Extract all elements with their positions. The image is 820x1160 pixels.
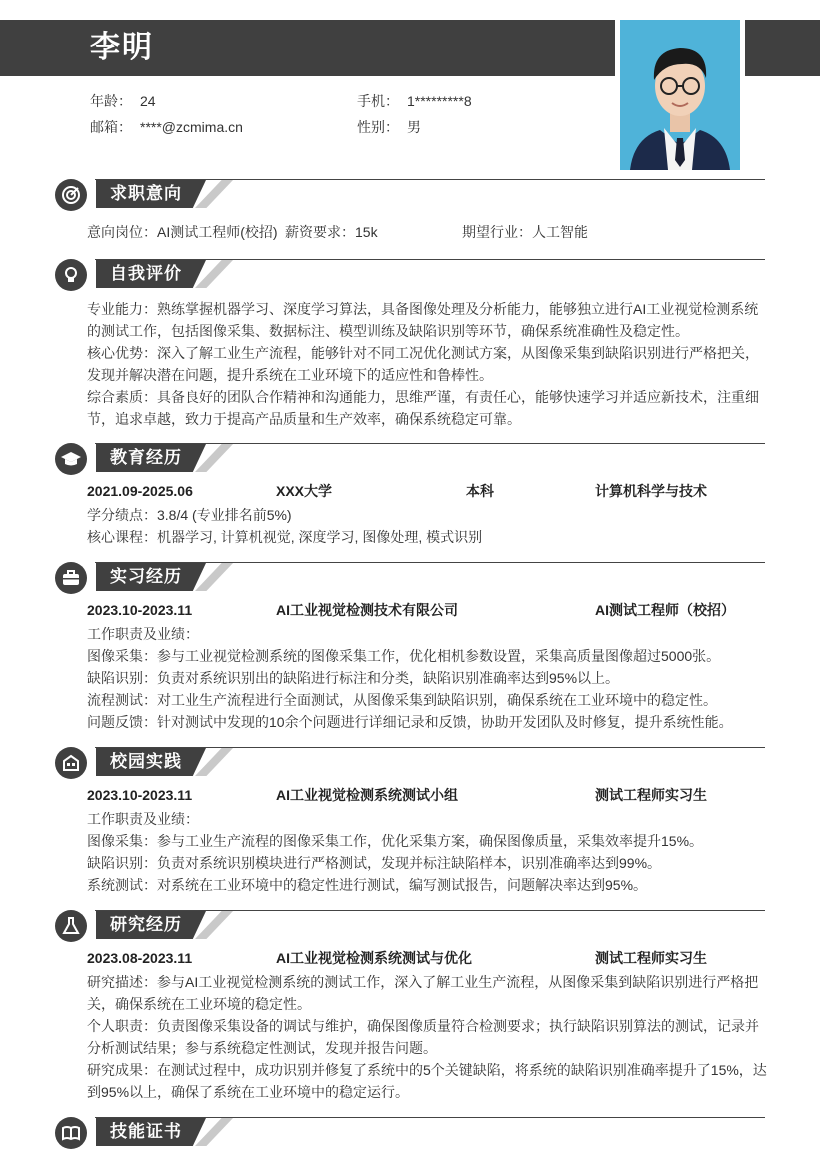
gender-value: 男 [407, 119, 421, 135]
section-intention-header [55, 179, 765, 213]
lightbulb-icon [55, 259, 87, 291]
section-title: 教育经历 [110, 448, 182, 467]
email-info [90, 117, 243, 137]
section-divider [95, 259, 765, 260]
internship-line: 缺陷识别：负责对系统识别出的缺陷进行标注和分类，缺陷识别准确率达到95%以上。 [87, 670, 620, 686]
intention-position: 意向岗位：AI测试工程师(校招) [87, 224, 278, 240]
phone-label: 手机： [357, 93, 399, 109]
education-courses: 核心课程：机器学习, 计算机视觉, 深度学习, 图像处理, 模式识别 [87, 529, 483, 545]
section-title: 实习经历 [110, 567, 182, 586]
section-education-header [55, 443, 765, 477]
research-duty: 个人职责：负责图像采集设备的调试与维护，确保图像质量符合检测要求；执行缺陷识别算法的测试，记录并分析测试结果；参与系统稳定性测试，发现并报告问题。 [87, 1018, 759, 1056]
internship-company: AI工业视觉检测技术有限公司 [276, 602, 458, 618]
section-title: 研究经历 [110, 915, 182, 934]
section-divider [95, 1117, 765, 1118]
email-value: ****@zcmima.cn [140, 119, 243, 135]
research-description: 研究描述：参与AI工业视觉检测系统的测试工作，深入了解工业生产流程，从图像采集到缺陷识别进行严格把关，确保系统在工业环境的稳定性。 [87, 974, 759, 1012]
gender-label: 性别： [357, 119, 399, 135]
target-icon [55, 179, 87, 211]
campus-org: AI工业视觉检测系统测试小组 [276, 787, 458, 803]
internship-line: 问题反馈：针对测试中发现的10余个问题进行详细记录和反馈，协助开发团队及时修复，提升系统性能。 [87, 714, 733, 730]
education-gpa: 学分绩点：3.8/4 (专业排名前5%) [87, 507, 292, 523]
research-date: 2023.08-2023.11 [87, 950, 193, 966]
section-title: 求职意向 [110, 184, 182, 203]
header-bar-right [745, 20, 820, 76]
education-school: XXX大学 [276, 483, 333, 499]
campus-role: 测试工程师实习生 [595, 787, 707, 803]
campus-line: 缺陷识别：负责对系统识别模块进行严格测试，发现并标注缺陷样本，识别准确率达到99%。 [87, 855, 662, 871]
age-info [90, 91, 156, 111]
campus-line: 图像采集：参与工业生产流程的图像采集工作，优化采集方案，确保图像质量，采集效率提升15%。 [87, 833, 704, 849]
section-title: 自我评价 [110, 264, 182, 283]
education-date: 2021.09-2025.06 [87, 483, 193, 499]
campus-date: 2023.10-2023.11 [87, 787, 193, 803]
campus-line: 系统测试：对系统在工业环境中的稳定性进行测试，编写测试报告，问题解决率达到95%。 [87, 877, 648, 893]
profile-photo [620, 20, 740, 170]
section-internship-header [55, 562, 765, 596]
section-divider [95, 910, 765, 911]
gender-info [357, 117, 421, 137]
section-research-header [55, 910, 765, 944]
research-project: AI工业视觉检测系统测试与优化 [276, 950, 472, 966]
phone-info [357, 91, 472, 111]
internship-line: 图像采集：参与工业视觉检测系统的图像采集工作，优化相机参数设置，采集高质量图像超过5000张。 [87, 648, 721, 664]
education-major: 计算机科学与技术 [595, 483, 707, 499]
section-divider [95, 179, 765, 180]
book-icon [55, 1117, 87, 1149]
age-value: 24 [140, 93, 156, 109]
section-title: 技能证书 [110, 1122, 182, 1141]
internship-date: 2023.10-2023.11 [87, 602, 193, 618]
section-divider [95, 747, 765, 748]
internship-role: AI测试工程师（校招） [595, 602, 735, 618]
research-result: 研究成果：在测试过程中，成功识别并修复了系统中的5个关键缺陷，将系统的缺陷识别准确率提升了15%，达到95%以上，确保了系统在工业环境中的稳定运行。 [87, 1062, 767, 1100]
candidate-name: 李明 [90, 31, 154, 64]
graduation-cap-icon [55, 443, 87, 475]
education-degree: 本科 [466, 483, 494, 499]
building-icon [55, 747, 87, 779]
briefcase-icon [55, 562, 87, 594]
section-self-header [55, 259, 765, 293]
self-professional: 专业能力：熟练掌握机器学习、深度学习算法，具备图像处理及分析能力，能够独立进行AI工业视觉检测系统的测试工作，包括图像采集、数据标注、模型训练及缺陷识别等环节，确保系统准确性及稳定性。 [87, 301, 759, 339]
section-campus-header [55, 747, 765, 781]
section-divider [95, 443, 765, 444]
internship-line: 流程测试：对工业生产流程进行全面测试，从图像采集到缺陷识别，确保系统在工业环境中的稳定性。 [87, 692, 717, 708]
internship-line: 工作职责及业绩： [87, 626, 199, 642]
intention-salary: 薪资要求：15k [285, 224, 378, 240]
intention-industry: 期望行业：人工智能 [462, 224, 588, 240]
email-label: 邮箱： [90, 119, 132, 135]
flask-icon [55, 910, 87, 942]
section-skills-header [55, 1117, 765, 1151]
section-title: 校园实践 [110, 752, 182, 771]
campus-line: 工作职责及业绩： [87, 811, 199, 827]
phone-value: 1*********8 [407, 93, 472, 109]
self-quality: 综合素质：具备良好的团队合作精神和沟通能力，思维严谨，有责任心，能够快速学习并适应新技术，注重细节，追求卓越，致力于提高产品质量和生产效率，确保系统稳定可靠。 [87, 389, 759, 427]
section-divider [95, 562, 765, 563]
age-label: 年龄： [90, 93, 132, 109]
research-role: 测试工程师实习生 [595, 950, 707, 966]
self-strength: 核心优势：深入了解工业生产流程，能够针对不同工况优化测试方案，从图像采集到缺陷识别进行严格把关，发现并解决潜在问题，提升系统在工业环境下的适应性和鲁棒性。 [87, 345, 759, 383]
